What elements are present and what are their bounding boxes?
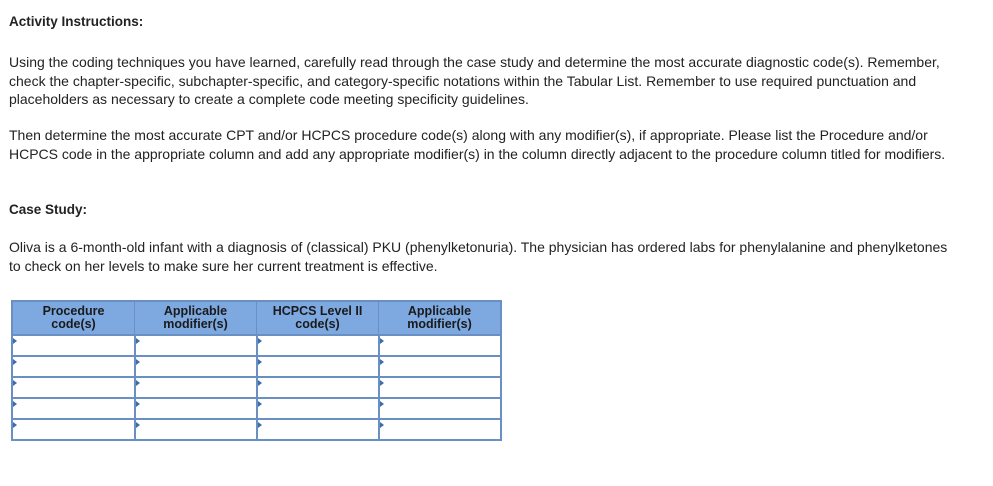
answer-cell [379, 356, 502, 377]
hcpcs-modifier-input[interactable] [380, 420, 501, 439]
cell-marker-icon [136, 401, 140, 407]
header-hcpcs-modifiers [379, 301, 502, 335]
cell-marker-icon [258, 422, 262, 428]
answer-cell [12, 377, 135, 398]
header-line: Applicable [163, 304, 228, 318]
cell-marker-icon [136, 359, 140, 365]
answer-cell [135, 398, 257, 419]
cell-marker-icon [13, 401, 17, 407]
header-line: code(s) [295, 317, 340, 331]
answer-cell [257, 377, 379, 398]
hcpcs-modifier-input[interactable] [380, 378, 501, 397]
case-study-text: Oliva is a 6-month-old infant with a diagnosis of (classical) PKU (phenylketonuria). The physician has ordered labs for phenylalanine and phenylketones to check on her levels to make sure her current treatment is effective. [9, 239, 948, 274]
answer-cell [379, 398, 502, 419]
table-row [12, 377, 501, 398]
answer-cell [257, 356, 379, 377]
header-line: modifier(s) [163, 317, 228, 331]
header-hcpcs-codes [257, 301, 379, 335]
procedure-modifier-input[interactable] [136, 357, 256, 376]
header-line: Applicable [407, 304, 472, 318]
hcpcs-code-input[interactable] [258, 336, 378, 355]
procedure-modifier-input[interactable] [136, 420, 256, 439]
cell-marker-icon [13, 422, 17, 428]
activity-instructions-heading: Activity Instructions: [9, 14, 144, 29]
procedure-code-input[interactable] [13, 399, 134, 418]
cell-marker-icon [380, 380, 384, 386]
hcpcs-modifier-input[interactable] [380, 357, 501, 376]
case-study-heading: Case Study: [9, 202, 88, 217]
cell-marker-icon [380, 359, 384, 365]
cell-marker-icon [136, 338, 140, 344]
answer-cell [12, 356, 135, 377]
cell-marker-icon [136, 422, 140, 428]
answer-cell [135, 377, 257, 398]
answer-cell [12, 398, 135, 419]
cell-marker-icon [258, 380, 262, 386]
table-row [12, 356, 501, 377]
table-body [12, 335, 501, 440]
answer-cell [379, 419, 502, 440]
procedure-code-input[interactable] [13, 420, 134, 439]
hcpcs-code-input[interactable] [258, 399, 378, 418]
hcpcs-modifier-input[interactable] [380, 336, 501, 355]
cell-marker-icon [380, 401, 384, 407]
cell-marker-icon [258, 401, 262, 407]
hcpcs-modifier-input[interactable] [380, 399, 501, 418]
cell-marker-icon [136, 380, 140, 386]
procedure-code-input[interactable] [13, 378, 134, 397]
cell-marker-icon [13, 359, 17, 365]
procedure-modifier-input[interactable] [136, 378, 256, 397]
procedure-modifier-input[interactable] [136, 336, 256, 355]
answer-cell [12, 335, 135, 356]
table-row [12, 398, 501, 419]
answer-cell [135, 356, 257, 377]
answer-cell [379, 377, 502, 398]
cell-marker-icon [258, 338, 262, 344]
instructions-paragraph-1: Using the coding techniques you have learned, carefully read through the case study and determine the most accurate diagnostic code(s). Remember, check the chapter-specific, subchapter-specific, and category-specific notations within the Tabular List. Remember to use required punctuation and placeholders as necessary to create a complete code meeting specificity guidelines. [9, 54, 940, 108]
header-procedure-codes [12, 301, 135, 335]
table-row [12, 419, 501, 440]
procedure-modifier-input[interactable] [136, 399, 256, 418]
cell-marker-icon [380, 422, 384, 428]
instructions-paragraph-2: Then determine the most accurate CPT and/or HCPCS procedure code(s) along with any modifier(s), if appropriate. Please list the Procedure and/or HCPCS code in the appropriate column and add any appropriate modifier(s) in the column directly adjacent to the procedure column titled for modifiers. [9, 127, 946, 162]
table-header-row [12, 301, 501, 335]
cell-marker-icon [13, 380, 17, 386]
table-row [12, 335, 501, 356]
answer-cell [257, 398, 379, 419]
cell-marker-icon [258, 359, 262, 365]
cell-marker-icon [13, 338, 17, 344]
header-procedure-modifiers [135, 301, 257, 335]
hcpcs-code-input[interactable] [258, 357, 378, 376]
header-line: modifier(s) [407, 317, 472, 331]
cell-marker-icon [380, 338, 384, 344]
procedure-code-input[interactable] [13, 336, 134, 355]
header-line: Procedure [42, 304, 105, 318]
answer-cell [379, 335, 502, 356]
answer-cell [257, 419, 379, 440]
hcpcs-code-input[interactable] [258, 420, 378, 439]
answer-cell [135, 335, 257, 356]
answer-cell [257, 335, 379, 356]
answer-cell [135, 419, 257, 440]
header-line: code(s) [51, 317, 96, 331]
answer-cell [12, 419, 135, 440]
header-line: HCPCS Level II [272, 304, 363, 318]
coding-answer-table [11, 300, 502, 441]
procedure-code-input[interactable] [13, 357, 134, 376]
hcpcs-code-input[interactable] [258, 378, 378, 397]
